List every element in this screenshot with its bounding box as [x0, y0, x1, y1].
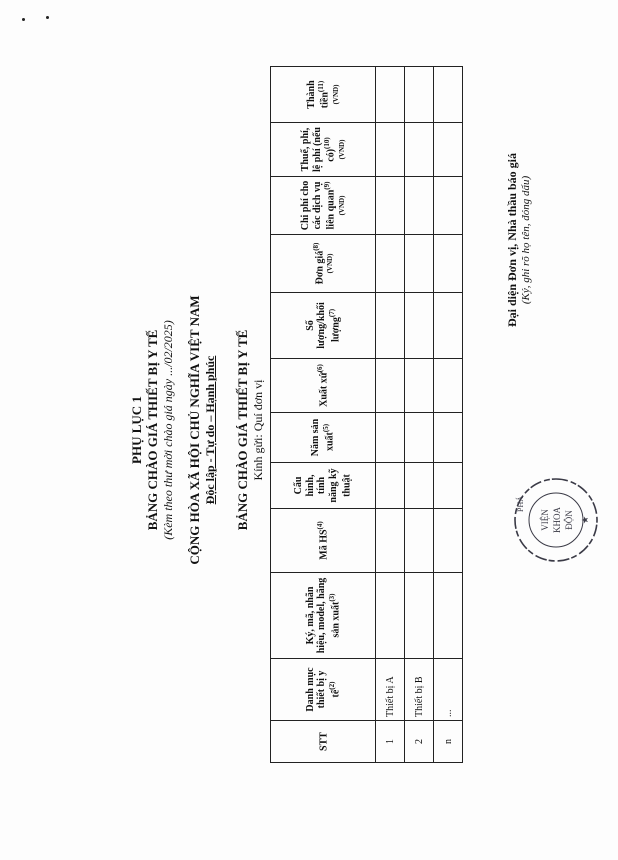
unit-label: (VND) [332, 84, 341, 105]
star-icon: ★ [580, 515, 590, 525]
row-stt: 1 [376, 721, 405, 763]
row-stt: n [434, 721, 463, 763]
row-device-name: Thiết bị A [376, 659, 405, 721]
signature-note: (Ký, ghi rõ họ tên, đóng dấu) [520, 175, 532, 305]
row-device-name: ... [434, 659, 463, 721]
recipient-line: Kính gửi: Quí đơn vị [251, 379, 265, 481]
row-stt: 2 [405, 721, 434, 763]
appendix-heading: PHỤ LỤC 1 [129, 396, 144, 464]
national-motto [204, 0, 217, 860]
header-origin: Xuất xứ$^{(6)}$ [271, 359, 376, 413]
official-stamp [512, 476, 600, 564]
header-service-cost: Chi phí cho các dịch vụ liên quan$^{(9)}$ (VND) [271, 177, 376, 235]
header-hs-code: Mã HS$^{(4)}$ [271, 509, 376, 573]
unit-label: (VND) [337, 139, 346, 160]
stamp-line-1: VIỆN [540, 509, 550, 531]
header-manufacture-year: Năm sản xuất$^{(5)}$ [271, 413, 376, 463]
stamp-line-2: KHOA [552, 507, 562, 533]
header-stt: STT [271, 721, 376, 763]
unit-label: (VND) [337, 195, 346, 216]
header-tax-fee: Thuế, phí, lệ phí (nếu có)$^{(10)}$ (VND) [271, 123, 376, 177]
quotation-table [270, 66, 463, 763]
stamp-line-3: ĐỘN [564, 510, 574, 530]
table-header-row [271, 67, 376, 763]
header-device-list: Danh mục thiết bị y tế$^{(2)}$ [271, 659, 376, 721]
table-row [405, 67, 434, 763]
document-title: BẢNG CHÀO GIÁ THIẾT BỊ Y TẾ [145, 329, 160, 531]
header-configuration: Cấu hình, tính năng kỹ thuật [271, 463, 376, 509]
header-quantity: Số lượng/khối lượng$^{(7)}$ [271, 293, 376, 359]
table-row [434, 67, 463, 763]
header-unit-price: Đơn giá$^{(8)}$ (VND) [271, 235, 376, 293]
unit-label: (VND) [326, 253, 335, 274]
invitation-note: (Kèm theo thư mời chào giá ngày .../02/2025) [161, 320, 175, 540]
stamp-rim-text: PHÁ [516, 495, 525, 512]
header-brand-model: Ký, mã, nhãn hiệu, model, hãng sản xuất$^{(3)}$ [271, 573, 376, 659]
table-row [376, 67, 405, 763]
motto-text: Độc lập - Tự do – Hạnh phúc [203, 355, 217, 505]
header-total: Thành tiền$^{(11)}$ (VND) [271, 67, 376, 123]
table-title: BẢNG CHÀO GIÁ THIẾT BỊ Y TẾ [235, 329, 250, 531]
signature-title: Đại diện Đơn vị, Nhà thầu báo giá [505, 152, 519, 328]
republic-name: CỘNG HÒA XÃ HỘI CHỦ NGHĨA VIỆT NAM [187, 295, 202, 565]
row-device-name: Thiết bị B [405, 659, 434, 721]
